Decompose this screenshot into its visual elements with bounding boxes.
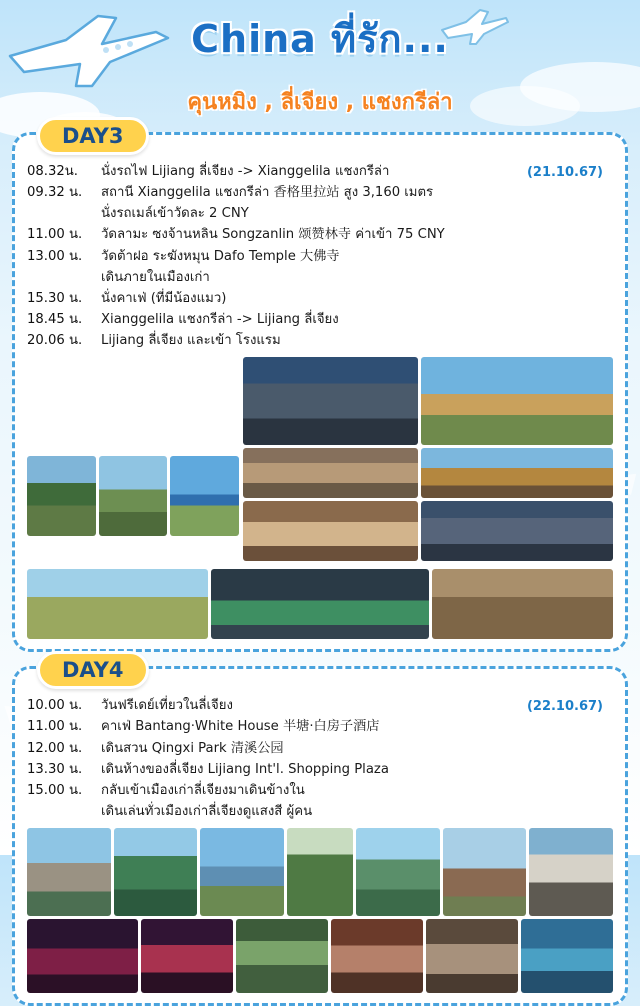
schedule-text: นั่งคาเฟ่ (ที่มีน้องแมว)	[101, 290, 227, 306]
list-item	[27, 738, 613, 759]
schedule-time: 11.00 น.	[27, 719, 83, 735]
day3-photo-row-bottom	[27, 569, 613, 639]
list-item	[27, 182, 613, 203]
schedule-text: เดินภายในเมืองเก่า	[101, 269, 210, 285]
night-lanterns-photo	[141, 919, 233, 993]
stone-arch-bridge-photo	[27, 828, 111, 916]
schedule-text: เดินเล่นทั่วเมืองเก่าลี่เจียงดูแสงสี ผู้คน	[101, 803, 313, 819]
cafe-cat-photo	[243, 501, 418, 561]
schedule-text: นั่งรถไฟ Lijiang ลี่เจียง -> Xianggelila แชงกรีล่า	[101, 164, 390, 179]
page-title: China ที่รัก...	[191, 17, 449, 61]
green-train-photo	[211, 569, 429, 639]
day4-date: (22.10.67)	[526, 699, 603, 715]
red-lantern-street-photo	[331, 919, 423, 993]
schedule-time: 13.30 น.	[27, 761, 83, 777]
list-item	[27, 780, 613, 801]
list-item	[27, 161, 613, 182]
list-item	[27, 759, 613, 780]
day3-badge: DAY3	[37, 117, 149, 155]
schedule-time: 10.00 น.	[27, 698, 83, 714]
temple-on-hill-photo	[27, 456, 96, 536]
shopping-plaza-photo	[521, 919, 613, 993]
list-item	[27, 309, 613, 330]
schedule-text: เดินห้างของลี่เจียง Lijiang Int'l. Shopping Plaza	[101, 761, 389, 777]
stone-tower-photo	[99, 456, 168, 536]
lake-view-photo	[170, 456, 239, 536]
schedule-text: สถานี Xianggelila แชงกรีล่า 香格里拉站 สูง 3,160 เมตร	[101, 185, 434, 201]
list-item	[27, 801, 613, 822]
schedule-text: คาเฟ่ Bantang·White House 半塘·白房子酒店	[101, 719, 380, 735]
list-item	[27, 695, 613, 716]
old-town-bridge-photo	[243, 448, 418, 498]
village-rooftops-photo	[443, 828, 527, 916]
list-item	[27, 288, 613, 309]
schedule-text: Xianggelila แชงกรีล่า -> Lijiang ลี่เจียง	[101, 311, 339, 327]
schedule-text: วัดต้าฝอ ระฆังหมุน Dafo Temple 大佛寺	[101, 248, 340, 264]
day3-date: (21.10.67)	[526, 165, 603, 180]
schedule-text: กลับเข้าเมืองเก่าลี่เจียงมาเดินข้างใน	[101, 782, 305, 798]
page-header	[0, 0, 640, 132]
page-subtitle: คุนหมิง , ลี่เจียง , แชงกรีล่า	[187, 90, 453, 115]
park-pond-photo	[356, 828, 440, 916]
day4-badge: DAY4	[37, 651, 149, 689]
schedule-time: 15.30 น.	[27, 290, 83, 306]
list-item	[27, 203, 613, 224]
schedule-time: 15.00 น.	[27, 782, 83, 798]
list-item	[27, 267, 613, 288]
qingxi-lake-photo	[200, 828, 284, 916]
schedule-text: วัดลามะ ซงจ้านหลิน Songzanlin 颂赞林寺 ค่าเข้า 75 CNY	[101, 227, 445, 243]
schedule-time: 12.00 น.	[27, 740, 83, 756]
day4-photo-collage	[27, 828, 613, 993]
schedule-text: Lijiang ลี่เจียง และเข้า โรงแรม	[101, 333, 281, 349]
schedule-time: 09.32 น.	[27, 185, 83, 201]
day4-card	[12, 658, 628, 1006]
canal-walkway-photo	[236, 919, 328, 993]
schedule-time: 20.06 น.	[27, 333, 83, 349]
river-walk-photo	[114, 828, 198, 916]
list-item	[27, 224, 613, 245]
day3-card	[12, 124, 628, 652]
schedule-time: 18.45 น.	[27, 311, 83, 327]
traveler-portrait-photo	[243, 357, 418, 445]
day3-photo-collage	[27, 357, 613, 561]
cafe-table-photo	[432, 569, 613, 639]
yak-in-field-photo	[27, 569, 208, 639]
traveler-portrait-2-photo	[421, 501, 613, 561]
list-item	[27, 716, 613, 737]
schedule-text: เดินสวน Qingxi Park 清溪公园	[101, 740, 284, 756]
green-path-photo	[287, 828, 354, 916]
schedule-time: 08.32น.	[27, 164, 78, 179]
day4-schedule-list	[27, 695, 613, 822]
day3-schedule-list	[27, 161, 613, 351]
list-item	[27, 246, 613, 267]
old-town-night-photo	[27, 919, 138, 993]
songzanlin-monastery-photo	[421, 357, 613, 445]
stone-alley-photo	[426, 919, 518, 993]
schedule-text: วันฟรีเดย์เที่ยวในลี่เจียง	[101, 698, 233, 714]
wooden-rooftop-photo	[421, 448, 613, 498]
cafe-umbrella-photo	[529, 828, 613, 916]
schedule-time: 13.00 น.	[27, 248, 83, 264]
list-item	[27, 330, 613, 351]
schedule-text: นั่งรถเมล์เข้าวัดละ 2 CNY	[101, 206, 249, 222]
schedule-time: 11.00 น.	[27, 227, 83, 243]
